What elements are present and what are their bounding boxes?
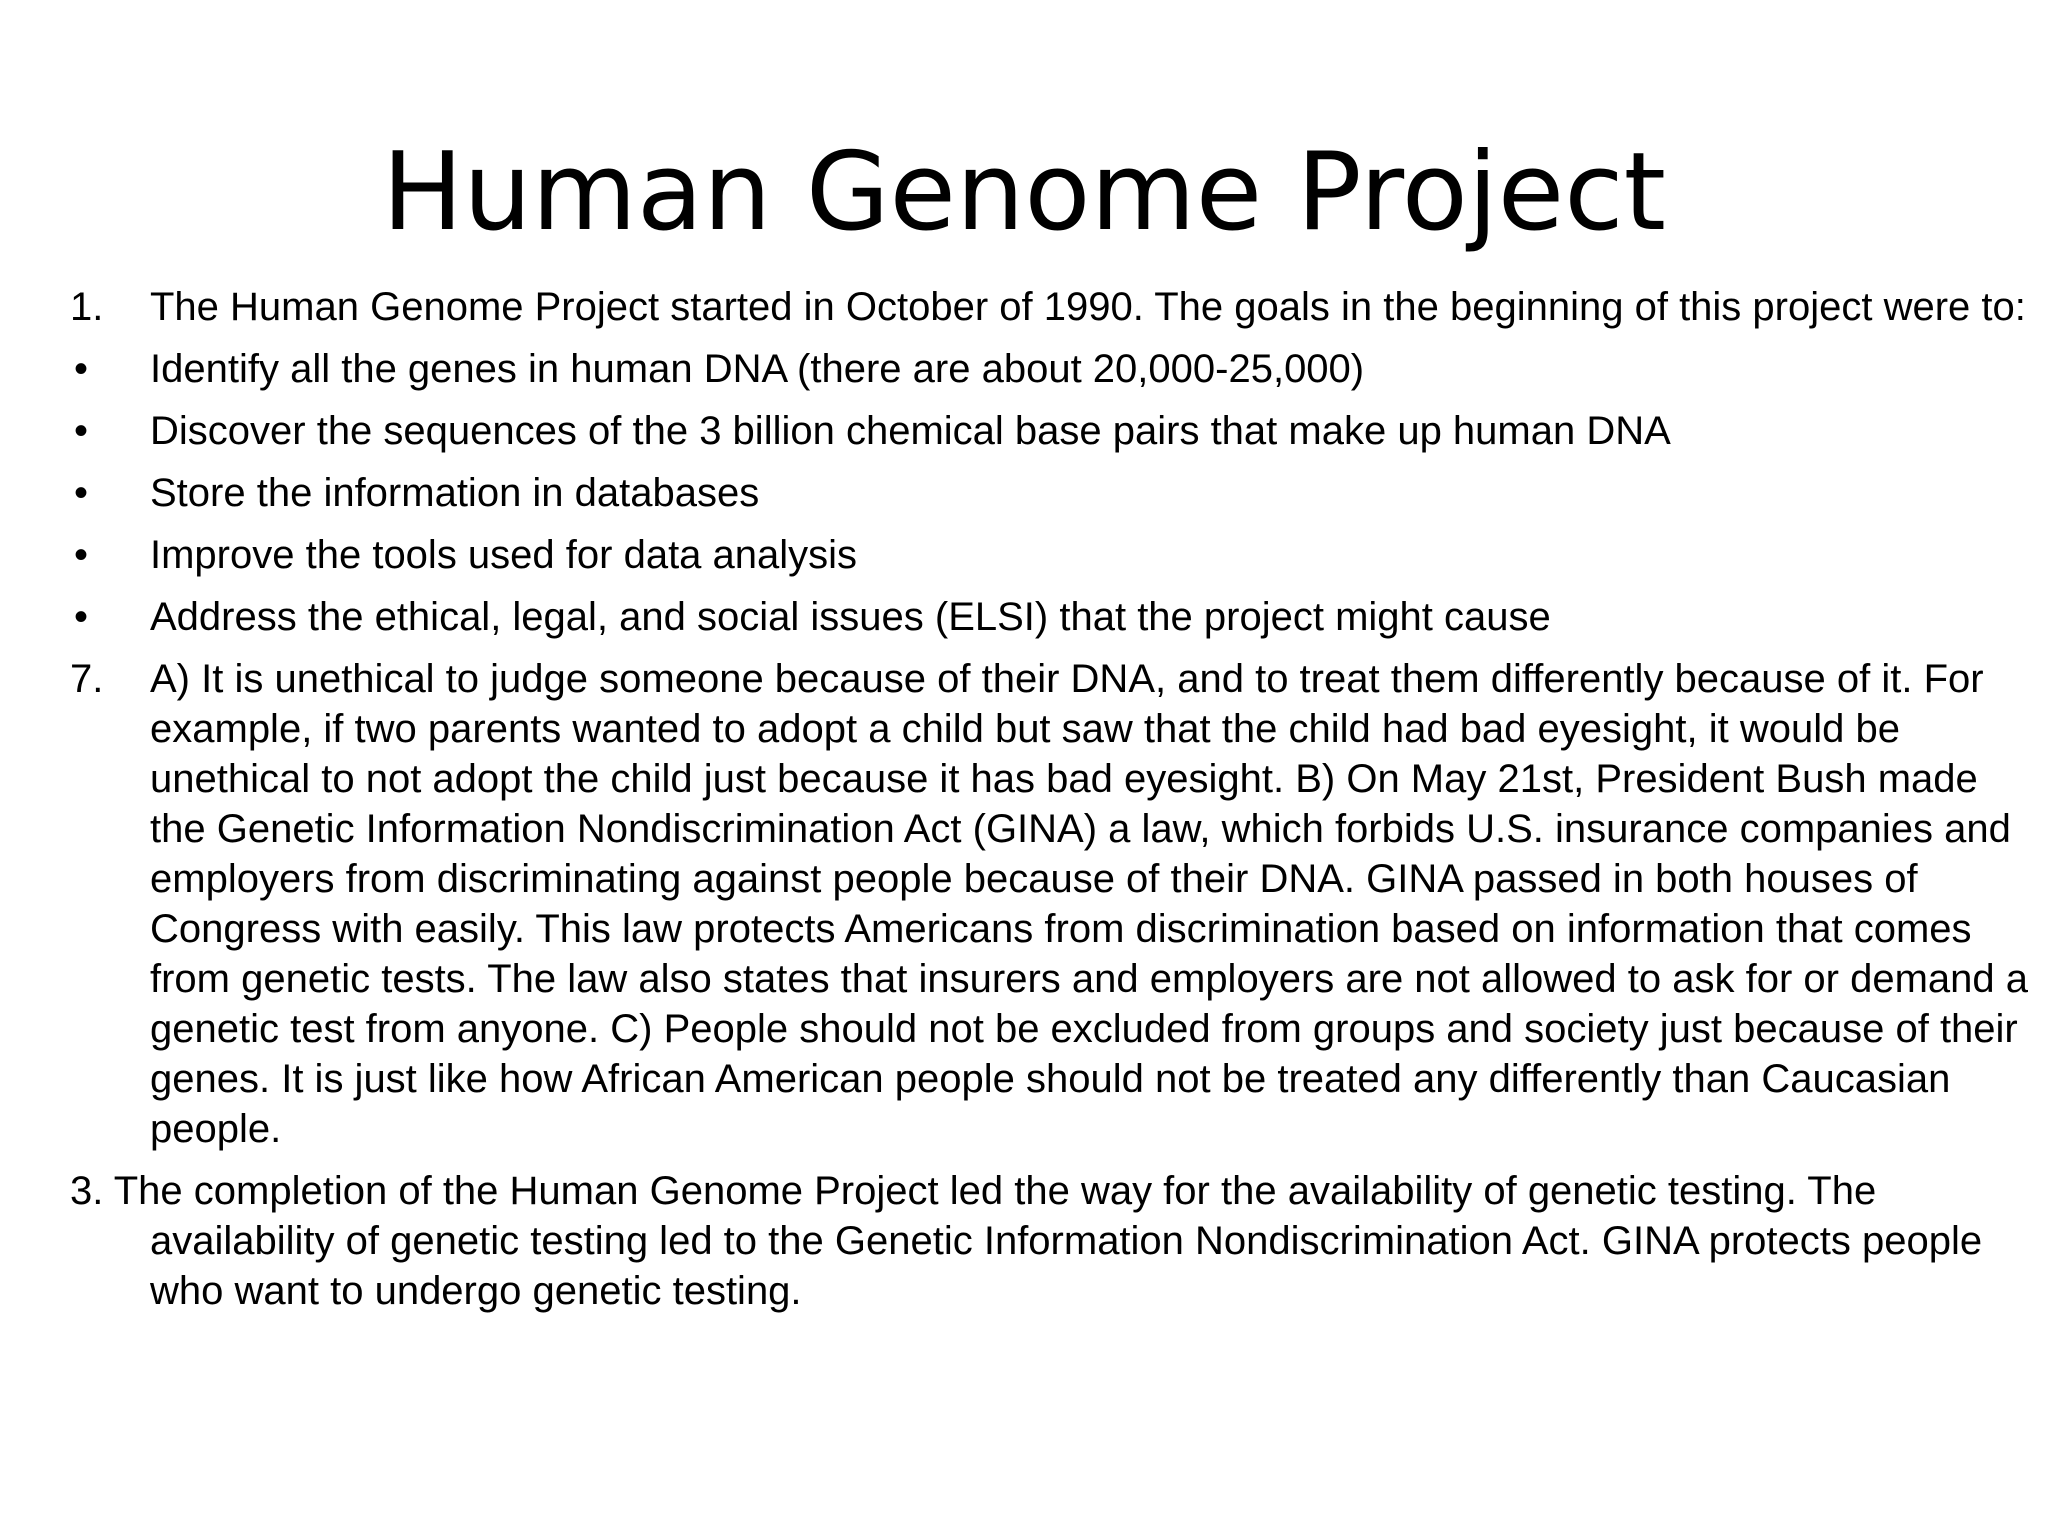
slide-title: Human Genome Project — [382, 130, 1666, 255]
bullet-item-address-elsi — [70, 592, 2038, 642]
bullet-item-text: Store the information in databases — [150, 471, 760, 515]
list-item-text: A) It is unethical to judge someone because of their DNA, and to treat them differently because of it. For example, if two parents wanted to adopt a child but saw that the child had bad eyesight, it would be unethical to not adopt the child just because it has bad eyesight. B) On May 21st, President Bush made the Genetic Information Nondiscrimination Act (GINA) a law, which forbids U.S. insurance companies and employers from discriminating against people because of their DNA. GINA passed in both houses of Congress with easily. This law protects Americans from discrimination based on information that comes from genetic tests. The law also states that insurers and employers are not allowed to ask for or demand a genetic test from anyone. C) People should not be excluded from groups and society just because of their genes. It is just like how African American people should not be treated any differently than Caucasian people. — [150, 657, 2028, 1151]
list-marker: 7. — [70, 657, 104, 701]
list-marker: 1. — [70, 285, 104, 329]
list-item-7 — [70, 654, 2038, 1154]
bullet-item-discover-sequences — [70, 406, 2038, 456]
bullet-marker: • — [74, 347, 89, 391]
bullet-marker: • — [74, 471, 89, 515]
bullet-marker: • — [74, 409, 89, 453]
bullet-item-store-information — [70, 468, 2038, 518]
bullet-item-identify-genes — [70, 344, 2038, 394]
bullet-item-text: Discover the sequences of the 3 billion chemical base pairs that make up human DNA — [150, 409, 1671, 453]
bullet-marker: • — [74, 595, 89, 639]
slide-body — [70, 282, 2038, 1328]
closing-paragraph: 3. The completion of the Human Genome Project led the way for the availability of genetic testing. The availability of genetic testing led to the Genetic Information Nondiscrimination Act. GINA protects people who want to undergo genetic testing. — [70, 1169, 1983, 1313]
bullet-item-improve-tools — [70, 530, 2038, 580]
bullet-item-text: Address the ethical, legal, and social issues (ELSI) that the project might cause — [150, 595, 1551, 639]
list-item-1 — [70, 282, 2038, 332]
bullet-item-text: Improve the tools used for data analysis — [150, 533, 858, 577]
bullet-item-text: Identify all the genes in human DNA (there are about 20,000-25,000) — [150, 347, 1365, 391]
list-item-text: The Human Genome Project started in October of 1990. The goals in the beginning of this project were to: — [150, 285, 2026, 329]
bullet-marker: • — [74, 533, 89, 577]
